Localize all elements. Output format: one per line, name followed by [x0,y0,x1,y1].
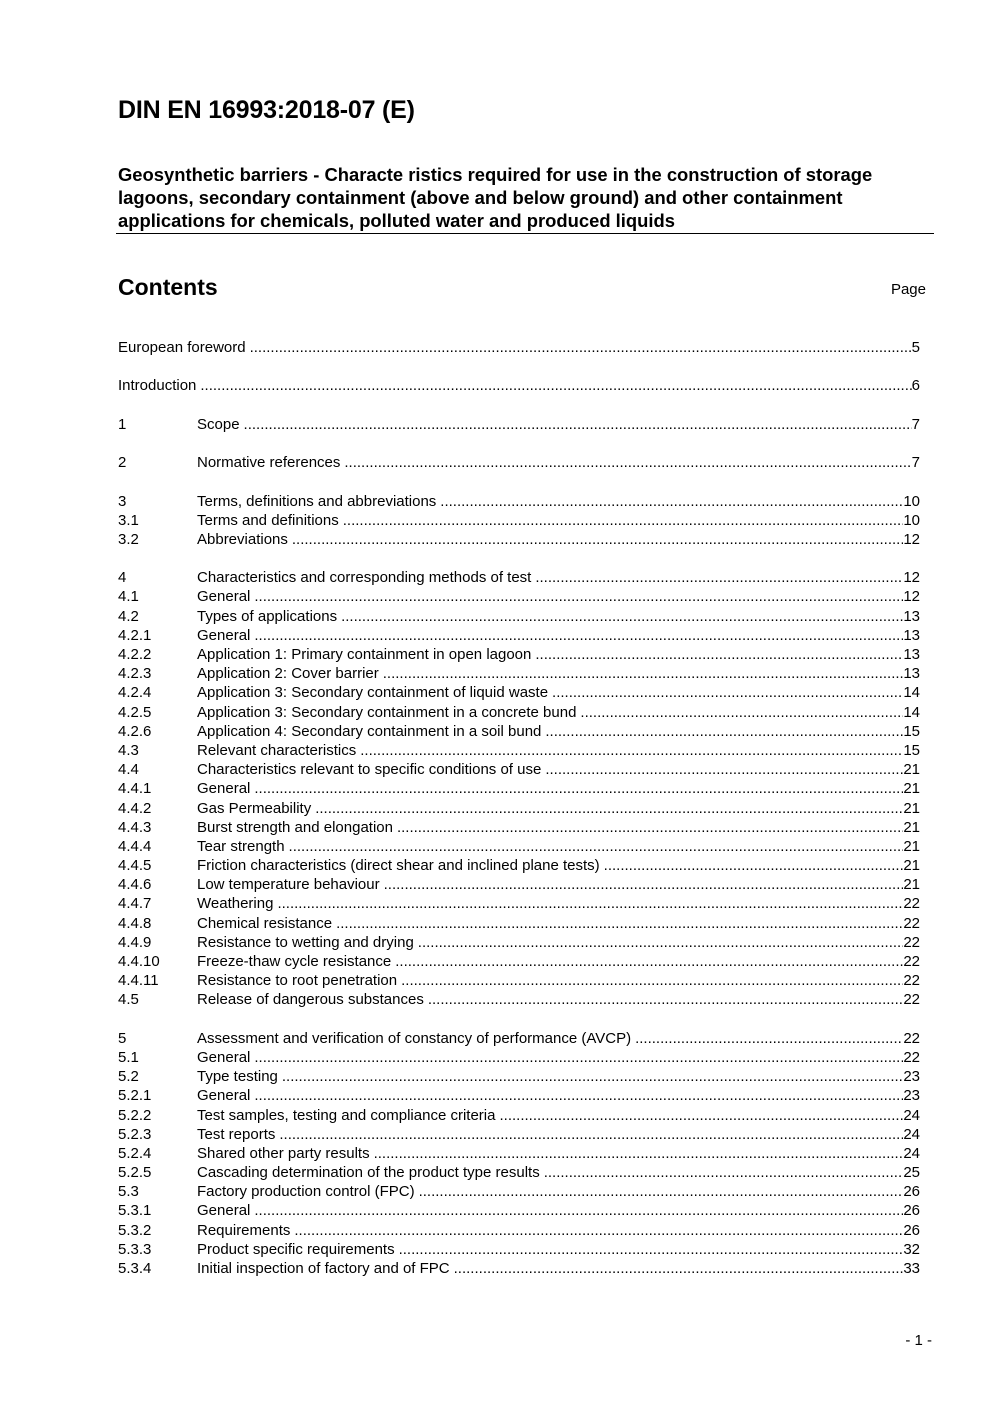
toc-entry-number: 5 [118,1029,127,1047]
toc-entry[interactable] [118,856,920,875]
toc-entry-title: Test samples, testing and compliance criteria [197,1106,496,1124]
toc-entry-title: Factory production control (FPC) [197,1183,415,1201]
toc-entry-title: Requirements [197,1221,291,1239]
toc-dot-leader [343,511,904,530]
toc-entry-number: 4.2.6 [118,722,152,740]
toc-entry-number: 4.4.9 [118,933,152,951]
toc-dot-leader [580,703,903,722]
toc-entry-page: 21 [903,837,920,855]
toc-entry-page: 7 [911,454,920,472]
toc-entry-number: 4.2.4 [118,684,152,702]
toc-dot-leader [254,1201,903,1220]
toc-entry-page: 23 [903,1068,920,1086]
toc-entry-page: 6 [911,377,920,395]
toc-dot-leader [277,894,903,913]
toc-entry-page: 12 [903,569,920,587]
toc-entry[interactable] [118,952,920,971]
toc-entry-title: Gas Permeability [197,799,312,817]
toc-entry[interactable] [118,1240,920,1259]
toc-dot-leader [395,952,903,971]
toc-entry-page: 21 [903,876,920,894]
toc-entry-number: 5.3.2 [118,1221,152,1239]
toc-entry-title: Abbreviations [197,530,288,548]
toc-entry-title: General [197,588,251,606]
toc-entry-title: Product specific requirements [197,1240,395,1258]
toc-dot-leader [454,1259,904,1278]
toc-entry-page: 32 [903,1240,920,1258]
toc-entry-number: 4.2.5 [118,703,152,721]
toc-dot-leader [428,990,903,1009]
toc-entry[interactable] [118,818,920,837]
toc-entry-page: 21 [903,857,920,875]
toc-entry[interactable] [118,741,920,760]
toc-entry-page: 12 [903,588,920,606]
toc-entry-title: General [197,1087,251,1105]
toc-entry-page: 22 [903,1048,920,1066]
toc-entry-page: 33 [903,1260,920,1277]
toc-entry[interactable] [118,376,920,395]
toc-entry[interactable] [118,1144,920,1163]
toc-entry-page: 13 [903,665,920,683]
toc-entry-title: Weathering [197,895,274,913]
toc-entry-page: 14 [903,684,920,702]
toc-group-spacer [118,1010,920,1029]
toc-dot-leader [397,818,903,837]
toc-dot-leader [254,626,903,645]
toc-dot-leader [254,1086,903,1105]
toc-entry-number: 5.2.3 [118,1125,152,1143]
toc-entry[interactable] [118,453,920,472]
toc-entry-number: 4.2 [118,607,139,625]
toc-entry-title: Cascading determination of the product type results [197,1164,540,1182]
toc-entry-number: 4.4.11 [118,972,159,990]
toc-entry-number: 5.3.3 [118,1240,152,1258]
toc-entry-title: General [197,780,251,798]
toc-entry[interactable] [118,914,920,933]
toc-dot-leader [279,1125,903,1144]
toc-entry[interactable] [118,703,920,722]
toc-entry-title: Terms and definitions [197,511,339,529]
toc-entry-number: 5.2.4 [118,1144,152,1162]
toc-entry[interactable] [118,1029,920,1048]
toc-entry[interactable] [118,1182,920,1201]
toc-entry-page: 21 [903,799,920,817]
toc-group-spacer [118,396,920,415]
toc-entry-title: Low temperature behaviour [197,876,380,894]
toc-group-spacer [118,357,920,376]
toc-entry-number: 4.4.6 [118,876,152,894]
toc-entry[interactable] [118,875,920,894]
toc-dot-leader [535,568,903,587]
toc-entry-number: 4.4.2 [118,799,152,817]
toc-entry-number: 4.4.4 [118,837,152,855]
toc-entry-number: 2 [118,454,127,472]
toc-entry-title: Application 1: Primary containment in open lagoon [197,646,532,663]
toc-entry[interactable] [118,626,920,645]
toc-entry-page: 21 [903,780,920,798]
toc-entry[interactable] [118,1067,920,1086]
toc-dot-leader [315,799,903,818]
toc-entry-title: Relevant characteristics [197,741,357,759]
toc-dot-leader [254,1048,903,1067]
toc-entry[interactable] [118,1201,920,1220]
toc-entry-number: 5.3.4 [118,1260,152,1277]
toc-entry-number: 4.4.5 [118,857,152,875]
toc-dot-leader [254,587,903,606]
toc-entry[interactable] [118,990,920,1009]
toc-dot-leader [244,415,912,434]
toc-entry-number: 4.4.3 [118,818,152,836]
toc-group-spacer [118,434,920,453]
toc-entry-number: 4.5 [118,991,139,1009]
toc-entry-page: 26 [903,1202,920,1220]
toc-dot-leader [341,607,903,626]
toc-entry[interactable] [118,799,920,818]
page-column-label: Page [890,281,926,298]
toc-entry-title: General [197,1048,251,1066]
toc-entry[interactable] [118,1048,920,1067]
table-of-contents [118,338,920,1278]
toc-entry[interactable] [118,492,920,511]
toc-entry-page: 24 [903,1144,920,1162]
toc-entry[interactable] [118,1163,920,1182]
toc-entry[interactable] [118,568,920,587]
toc-entry-title: Burst strength and elongation [197,818,393,836]
toc-entry-number: 3 [118,492,127,510]
toc-entry-page: 22 [903,972,920,990]
toc-entry-number: 5.1 [118,1048,139,1066]
contents-heading: Contents [118,274,218,300]
toc-entry-number: 1 [118,415,127,433]
toc-entry[interactable] [118,1221,920,1240]
toc-entry[interactable] [118,1086,920,1105]
toc-entry-page: 26 [903,1183,920,1201]
toc-entry-page: 22 [903,991,920,1009]
toc-entry-number: 5.2 [118,1068,139,1086]
toc-dot-leader [635,1029,903,1048]
toc-dot-leader [344,453,911,472]
toc-entry[interactable] [118,760,920,779]
toc-entry[interactable] [118,837,920,856]
toc-entry-title: Resistance to wetting and drying [197,933,414,951]
toc-entry-title: Resistance to root penetration [197,972,398,990]
toc-entry-title: Application 3: Secondary containment of liquid waste [197,684,549,702]
toc-entry[interactable] [118,1125,920,1144]
toc-entry-title: European foreword [118,339,246,356]
toc-dot-leader [399,1240,904,1259]
toc-dot-leader [535,645,903,664]
toc-entry-title: Types of applications [197,607,338,625]
toc-dot-leader [545,760,903,779]
toc-entry-title: Test reports [197,1125,276,1143]
toc-entry-page: 15 [903,722,920,740]
toc-entry-page: 13 [903,626,920,644]
toc-entry[interactable] [118,415,920,434]
toc-entry-page: 22 [903,895,920,913]
document-title: Geosynthetic barriers - Characte ristics required for use in the construction of storage lagoons, secondary containment (above and below ground) and other containment applications for chemicals, polluted water and produced liquids [118,164,873,231]
toc-entry-page: 22 [903,914,920,932]
toc-entry-number: 4.4.8 [118,914,152,932]
page-number: - 1 - [905,1332,932,1349]
title-divider [116,233,934,234]
toc-entry[interactable] [118,1106,920,1125]
toc-entry-title: Scope [197,415,240,433]
toc-entry-page: 22 [903,1029,920,1047]
toc-entry-page: 26 [903,1221,920,1239]
toc-entry-title: Assessment and verification of constancy of performance (AVCP) [197,1029,632,1047]
toc-entry-number: 5.3.1 [118,1202,152,1220]
toc-entry-number: 4.4.10 [118,953,160,970]
toc-entry[interactable] [118,894,920,913]
toc-entry-page: 13 [903,646,920,663]
toc-group-spacer [118,549,920,568]
toc-dot-leader [401,971,903,990]
toc-entry-page: 10 [903,511,920,529]
toc-entry-number: 4.4.7 [118,895,152,913]
toc-entry-page: 24 [903,1125,920,1143]
toc-entry-title: Introduction [118,377,197,395]
toc-entry-page: 25 [903,1164,920,1182]
toc-entry[interactable] [118,587,920,606]
toc-entry-title: Tear strength [197,837,285,855]
toc-entry-page: 13 [903,607,920,625]
toc-dot-leader [254,779,903,798]
toc-dot-leader [440,492,903,511]
toc-dot-leader [250,338,912,357]
toc-entry[interactable] [118,607,920,626]
toc-entry-title: Freeze-thaw cycle resistance [197,953,392,970]
toc-entry[interactable] [118,971,920,990]
toc-entry-title: Normative references [197,454,341,472]
toc-dot-leader [374,1144,904,1163]
toc-entry-page: 22 [903,953,920,970]
document-id: DIN EN 16993:2018-07 (E) [118,96,415,124]
toc-entry-title: General [197,626,251,644]
toc-entry-number: 5.2.5 [118,1164,152,1182]
toc-entry-number: 3.1 [118,511,139,529]
toc-entry[interactable] [118,530,920,549]
toc-dot-leader [419,1182,904,1201]
toc-dot-leader [282,1067,903,1086]
toc-entry-page: 21 [903,818,920,836]
toc-entry-title: Application 4: Secondary containment in a soil bund [197,722,542,740]
toc-entry-number: 4.4 [118,761,139,779]
toc-entry-title: Initial inspection of factory and of FPC [197,1260,450,1277]
toc-dot-leader [289,837,904,856]
toc-entry-number: 3.2 [118,530,139,548]
toc-entry-number: 4.4.1 [118,780,152,798]
toc-dot-leader [336,914,903,933]
toc-entry-title: Type testing [197,1068,278,1086]
toc-entry-number: 5.2.1 [118,1087,152,1105]
toc-dot-leader [360,741,903,760]
toc-entry-page: 12 [903,530,920,548]
toc-dot-leader [604,856,904,875]
toc-dot-leader [544,1163,904,1182]
toc-group-spacer [118,472,920,491]
toc-entry-title: Application 2: Cover barrier [197,665,379,683]
toc-dot-leader [418,933,904,952]
toc-entry-title: Terms, definitions and abbreviations [197,492,437,510]
toc-entry[interactable] [118,683,920,702]
toc-entry[interactable] [118,664,920,683]
toc-dot-leader [552,683,903,702]
toc-entry-number: 4 [118,569,127,587]
toc-entry-page: 5 [911,339,920,356]
toc-dot-leader [499,1106,903,1125]
toc-entry-page: 14 [903,703,920,721]
toc-entry[interactable] [118,338,920,357]
toc-entry-title: General [197,1202,251,1220]
toc-entry-page: 10 [903,492,920,510]
toc-entry-number: 5.3 [118,1183,139,1201]
toc-entry-number: 4.2.3 [118,665,152,683]
toc-entry-number: 4.1 [118,588,139,606]
toc-entry-title: Shared other party results [197,1144,370,1162]
toc-entry-title: Characteristics relevant to specific conditions of use [197,761,542,779]
toc-entry-number: 5.2.2 [118,1106,152,1124]
toc-entry[interactable] [118,779,920,798]
toc-entry-page: 7 [911,415,920,433]
toc-dot-leader [200,376,911,395]
toc-entry-number: 4.2.2 [118,646,152,663]
toc-entry[interactable] [118,511,920,530]
toc-entry-page: 21 [903,761,920,779]
toc-entry[interactable] [118,1259,920,1278]
toc-entry-page: 22 [903,933,920,951]
toc-entry-number: 4.2.1 [118,626,152,644]
toc-dot-leader [545,722,903,741]
toc-entry-page: 23 [903,1087,920,1105]
toc-dot-leader [383,664,904,683]
toc-entry-title: Friction characteristics (direct shear and inclined plane tests) [197,857,600,875]
toc-entry-page: 15 [903,741,920,759]
toc-entry[interactable] [118,645,920,664]
toc-entry-page: 24 [903,1106,920,1124]
toc-dot-leader [292,530,903,549]
toc-entry-number: 4.3 [118,741,139,759]
toc-entry-title: Chemical resistance [197,914,333,932]
toc-dot-leader [384,875,904,894]
toc-entry[interactable] [118,933,920,952]
toc-entry-title: Release of dangerous substances [197,991,424,1009]
toc-entry-title: Characteristics and corresponding methods of test [197,569,532,587]
toc-dot-leader [294,1221,903,1240]
toc-entry-title: Application 3: Secondary containment in a concrete bund [197,703,577,721]
toc-entry[interactable] [118,722,920,741]
